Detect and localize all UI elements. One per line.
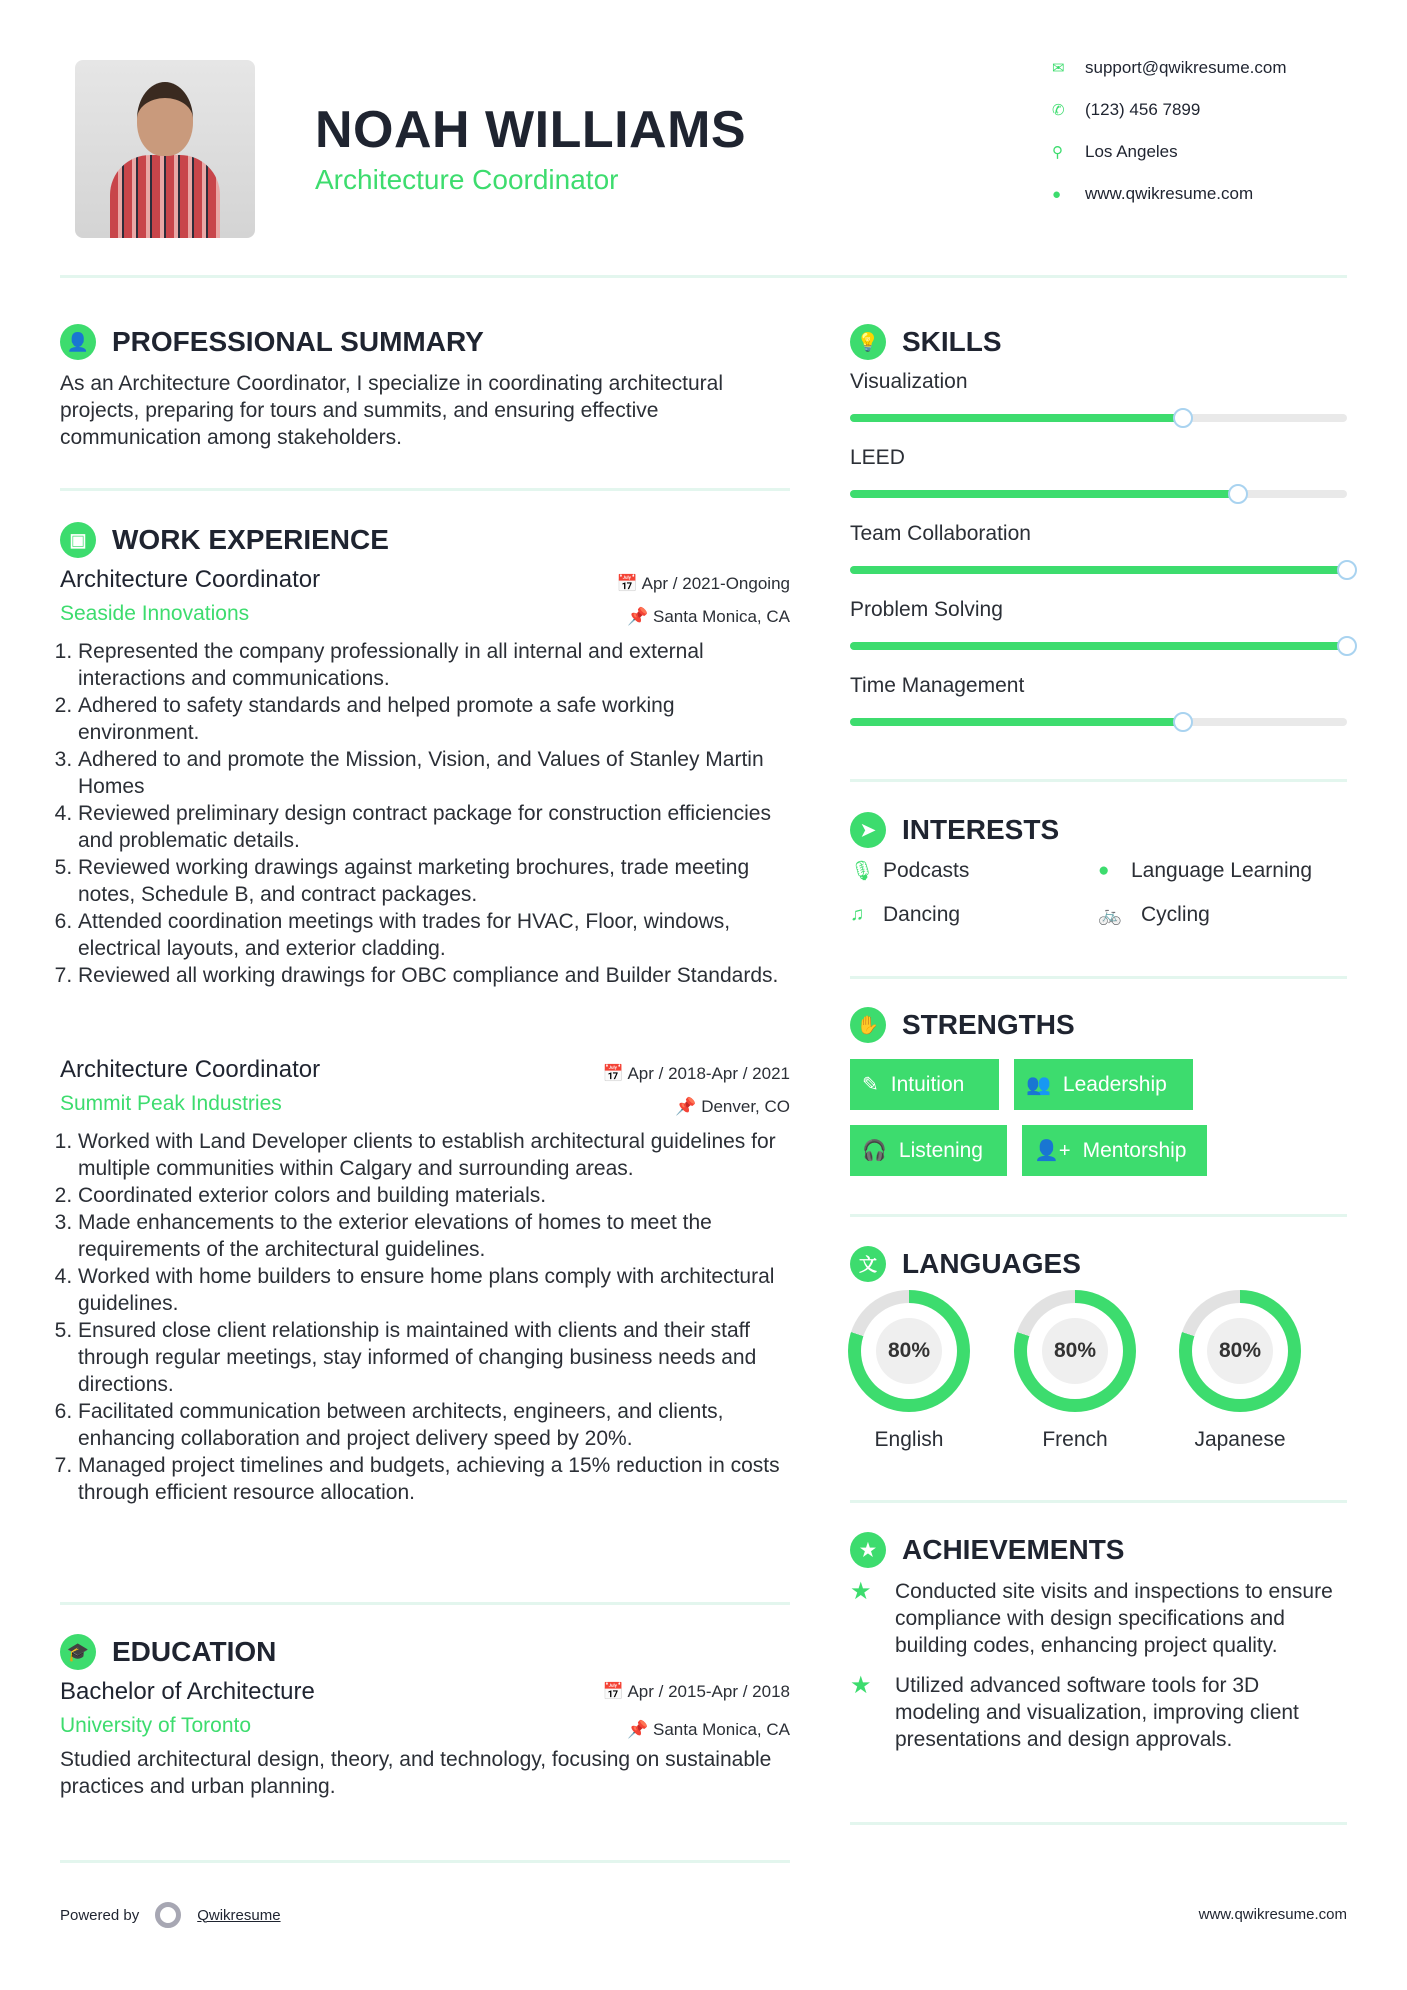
contact-text: support@qwikresume.com bbox=[1085, 58, 1287, 77]
qwikresume-link[interactable]: Qwikresume bbox=[197, 1906, 281, 1924]
star-icon: ★ bbox=[850, 1672, 872, 1699]
interest-item bbox=[1098, 903, 1210, 927]
skill-level-knob bbox=[1173, 712, 1193, 732]
education-entry bbox=[60, 1678, 790, 1800]
contact-website[interactable] bbox=[1052, 184, 1253, 204]
list-item: 7. Reviewed all working drawings for OBC compliance and Builder Standards. bbox=[78, 962, 790, 989]
magic-wand-icon: ✎ bbox=[862, 1074, 879, 1096]
skill-bar-fill bbox=[850, 566, 1347, 574]
candidate-name: NOAH WILLIAMS bbox=[315, 101, 747, 159]
heading-text: STRENGTHS bbox=[902, 1009, 1075, 1040]
job-date: 📅 Apr / 2018-Apr / 2021 bbox=[602, 1064, 790, 1083]
language-name: English bbox=[874, 1428, 944, 1451]
list-item: 3. Made enhancements to the exterior elevations of homes to meet the requirements of the architectural guidelines. bbox=[78, 1209, 790, 1263]
globe-icon: ● bbox=[1052, 185, 1062, 203]
user-icon: 👤 bbox=[60, 324, 96, 360]
strength-badge bbox=[1014, 1059, 1193, 1110]
divider bbox=[850, 779, 1347, 782]
section-heading-skills bbox=[850, 324, 1002, 360]
location-text: Santa Monica, CA bbox=[652, 1720, 790, 1739]
skill-level-knob bbox=[1337, 636, 1357, 656]
microphone-icon: 🎙 bbox=[850, 861, 875, 882]
location-text: Santa Monica, CA bbox=[652, 607, 790, 626]
achievement-text: Utilized advanced software tools for 3D modeling and visualization, improving client presentations and design approvals. bbox=[895, 1674, 1299, 1751]
skill-bar bbox=[850, 566, 1347, 574]
skill-bar-fill bbox=[850, 490, 1238, 498]
company-name: Seaside Innovations bbox=[60, 602, 250, 625]
profile-photo bbox=[75, 60, 255, 238]
skill-level-knob bbox=[1337, 560, 1357, 580]
achievement-text: Conducted site visits and inspections to ensure compliance with design specifications and building codes, enhancing project quality. bbox=[895, 1580, 1333, 1657]
language-ring bbox=[1179, 1290, 1301, 1412]
user-plus-icon: 👤+ bbox=[1034, 1140, 1071, 1162]
star-badge-icon: ★ bbox=[850, 1532, 886, 1568]
section-heading-strengths bbox=[850, 1007, 1075, 1043]
section-heading-summary bbox=[60, 324, 484, 360]
list-item: 6. Facilitated communication between architects, engineers, and clients, enhancing collaboration and project delivery speed by 20%. bbox=[78, 1398, 790, 1452]
list-item: 2. Adhered to safety standards and helped promote a safe working environment. bbox=[78, 692, 790, 746]
ring-inner bbox=[1192, 1303, 1288, 1399]
contact-email[interactable] bbox=[1052, 58, 1287, 78]
language-percent: 80% bbox=[876, 1318, 942, 1384]
lightbulb-icon: 💡 bbox=[850, 324, 886, 360]
list-item: 7. Managed project timelines and budgets, achieving a 15% reduction in costs through efficient resource allocation. bbox=[78, 1452, 790, 1506]
powered-by bbox=[60, 1902, 281, 1928]
language-ring bbox=[1014, 1290, 1136, 1412]
job-entry bbox=[60, 1056, 790, 1506]
section-heading-education bbox=[60, 1634, 276, 1670]
degree: Bachelor of Architecture bbox=[60, 1678, 315, 1705]
powered-by-text: Powered by bbox=[60, 1906, 140, 1924]
date-text: Apr / 2021-Ongoing bbox=[641, 574, 790, 593]
skill-label: Team Collaboration bbox=[850, 522, 1031, 545]
job-location: 📌 Denver, CO bbox=[675, 1097, 790, 1116]
map-pin-icon: ⚲ bbox=[1052, 144, 1063, 161]
paper-plane-icon: ➤ bbox=[850, 812, 886, 848]
divider bbox=[60, 488, 790, 491]
divider bbox=[60, 1602, 790, 1605]
interest-item bbox=[850, 859, 969, 883]
ring-inner bbox=[1027, 1303, 1123, 1399]
strength-badge bbox=[1022, 1125, 1207, 1176]
briefcase-icon: ▣ bbox=[60, 522, 96, 558]
location-text: Denver, CO bbox=[701, 1097, 790, 1116]
skill-bar bbox=[850, 718, 1347, 726]
language-percent: 80% bbox=[1207, 1318, 1273, 1384]
skill-bar bbox=[850, 414, 1347, 422]
users-icon: 👥 bbox=[1026, 1074, 1051, 1096]
header-divider bbox=[60, 275, 1347, 278]
language-name: Japanese bbox=[1194, 1428, 1286, 1451]
education-description: Studied architectural design, theory, and technology, focusing on sustainable practices and urban planning. bbox=[60, 1748, 772, 1798]
section-heading-interests bbox=[850, 812, 1059, 848]
divider bbox=[850, 1500, 1347, 1503]
job-entry bbox=[60, 566, 790, 989]
heading-text: PROFESSIONAL SUMMARY bbox=[112, 326, 484, 357]
hand-icon: ✋ bbox=[850, 1007, 886, 1043]
interest-label: Language Learning bbox=[1131, 859, 1313, 882]
skill-bar-fill bbox=[850, 642, 1347, 650]
phone-icon: ✆ bbox=[1052, 102, 1065, 119]
skill-bar bbox=[850, 490, 1347, 498]
list-item: 4. Worked with home builders to ensure home plans comply with architectural guidelines. bbox=[78, 1263, 790, 1317]
contact-text: (123) 456 7899 bbox=[1085, 100, 1201, 119]
job-location: 📌 Santa Monica, CA bbox=[627, 607, 790, 626]
job-duties bbox=[60, 1128, 790, 1506]
section-heading-achievements bbox=[850, 1532, 1124, 1568]
achievement-item bbox=[850, 1672, 1350, 1753]
language-icon: 文 bbox=[850, 1246, 886, 1282]
interest-label: Podcasts bbox=[883, 859, 970, 882]
interest-item bbox=[1098, 859, 1312, 883]
list-item: 4. Reviewed preliminary design contract package for construction efficiencies and problematic details. bbox=[78, 800, 790, 854]
skill-bar-fill bbox=[850, 718, 1183, 726]
heading-text: ACHIEVEMENTS bbox=[902, 1534, 1125, 1565]
summary-text: As an Architecture Coordinator, I specialize in coordinating architectural projects, preparing for tours and summits, and ensuring effective communication among stakeholders. bbox=[60, 372, 724, 449]
section-heading-experience bbox=[60, 522, 389, 558]
job-date: 📅 Apr / 2021-Ongoing bbox=[616, 574, 790, 593]
graduation-icon: 🎓 bbox=[60, 1634, 96, 1670]
heading-text: LANGUAGES bbox=[902, 1248, 1081, 1279]
date-text: Apr / 2015-Apr / 2018 bbox=[627, 1682, 790, 1701]
skill-level-knob bbox=[1173, 408, 1193, 428]
list-item: 5. Reviewed working drawings against marketing brochures, trade meeting notes, Schedule B, and contract packages. bbox=[78, 854, 790, 908]
footer-website[interactable]: www.qwikresume.com bbox=[1198, 1906, 1347, 1923]
language-ring bbox=[848, 1290, 970, 1412]
heading-text: EDUCATION bbox=[112, 1636, 277, 1667]
strength-badge bbox=[850, 1059, 999, 1110]
list-item: 1. Worked with Land Developer clients to establish architectural guidelines for multiple communities within Calgary and surrounding areas. bbox=[78, 1128, 790, 1182]
list-item: 3. Adhered to and promote the Mission, Vision, and Values of Stanley Martin Homes bbox=[78, 746, 790, 800]
school-name: University of Toronto bbox=[60, 1714, 252, 1737]
ring-inner bbox=[861, 1303, 957, 1399]
skill-bar-fill bbox=[850, 414, 1183, 422]
divider bbox=[60, 1860, 790, 1863]
job-title: Architecture Coordinator bbox=[60, 566, 321, 593]
heading-text: INTERESTS bbox=[902, 814, 1060, 845]
bicycle-icon: 🚲 bbox=[1098, 905, 1122, 926]
strength-label: Mentorship bbox=[1082, 1138, 1187, 1162]
job-title: Architecture Coordinator bbox=[60, 1056, 321, 1083]
music-icon: ♫ bbox=[850, 904, 865, 925]
list-item: 5. Ensured close client relationship is maintained with clients and their staff through regular meetings, stay informed of changing business needs and directions. bbox=[78, 1317, 790, 1398]
divider bbox=[850, 1214, 1347, 1217]
achievements-list bbox=[850, 1578, 1350, 1753]
divider bbox=[850, 976, 1347, 979]
contact-text: www.qwikresume.com bbox=[1085, 184, 1254, 203]
skill-label: LEED bbox=[850, 446, 905, 469]
company-name: Summit Peak Industries bbox=[60, 1092, 282, 1115]
envelope-icon: ✉ bbox=[1052, 60, 1065, 77]
contact-location bbox=[1052, 142, 1178, 162]
contact-text: Los Angeles bbox=[1085, 142, 1178, 161]
list-item: 2. Coordinated exterior colors and building materials. bbox=[78, 1182, 790, 1209]
divider bbox=[850, 1822, 1347, 1825]
star-icon: ★ bbox=[850, 1578, 872, 1605]
strength-badge bbox=[850, 1125, 1007, 1176]
achievement-item bbox=[850, 1578, 1350, 1659]
skill-bar bbox=[850, 642, 1347, 650]
interest-label: Cycling bbox=[1141, 903, 1210, 926]
qwikresume-logo-icon bbox=[155, 1902, 181, 1928]
interest-item bbox=[850, 903, 960, 927]
list-item: 1. Represented the company professionally in all internal and external interactions and communications. bbox=[78, 638, 790, 692]
skill-label: Visualization bbox=[850, 370, 968, 393]
list-item: 6. Attended coordination meetings with trades for HVAC, Floor, windows, electrical layouts, and exterior cladding. bbox=[78, 908, 790, 962]
education-date: 📅 Apr / 2015-Apr / 2018 bbox=[602, 1682, 790, 1701]
language-name: French bbox=[1042, 1428, 1108, 1451]
candidate-title: Architecture Coordinator bbox=[315, 164, 619, 195]
language-percent: 80% bbox=[1042, 1318, 1108, 1384]
education-location: 📌 Santa Monica, CA bbox=[627, 1720, 790, 1739]
job-duties bbox=[60, 638, 790, 989]
strength-label: Listening bbox=[898, 1138, 983, 1162]
globe-icon: ● bbox=[1098, 860, 1110, 881]
headphones-icon: 🎧 bbox=[862, 1140, 887, 1162]
skills-list bbox=[850, 370, 1347, 750]
heading-text: SKILLS bbox=[902, 326, 1002, 357]
contact-phone bbox=[1052, 100, 1200, 120]
heading-text: WORK EXPERIENCE bbox=[112, 524, 389, 555]
date-text: Apr / 2018-Apr / 2021 bbox=[627, 1064, 790, 1083]
interest-label: Dancing bbox=[883, 903, 961, 926]
strength-label: Intuition bbox=[890, 1072, 965, 1096]
skill-label: Problem Solving bbox=[850, 598, 1003, 621]
section-heading-languages bbox=[850, 1246, 1081, 1282]
skill-level-knob bbox=[1228, 484, 1248, 504]
skill-label: Time Management bbox=[850, 674, 1025, 697]
strength-label: Leadership bbox=[1062, 1072, 1167, 1096]
